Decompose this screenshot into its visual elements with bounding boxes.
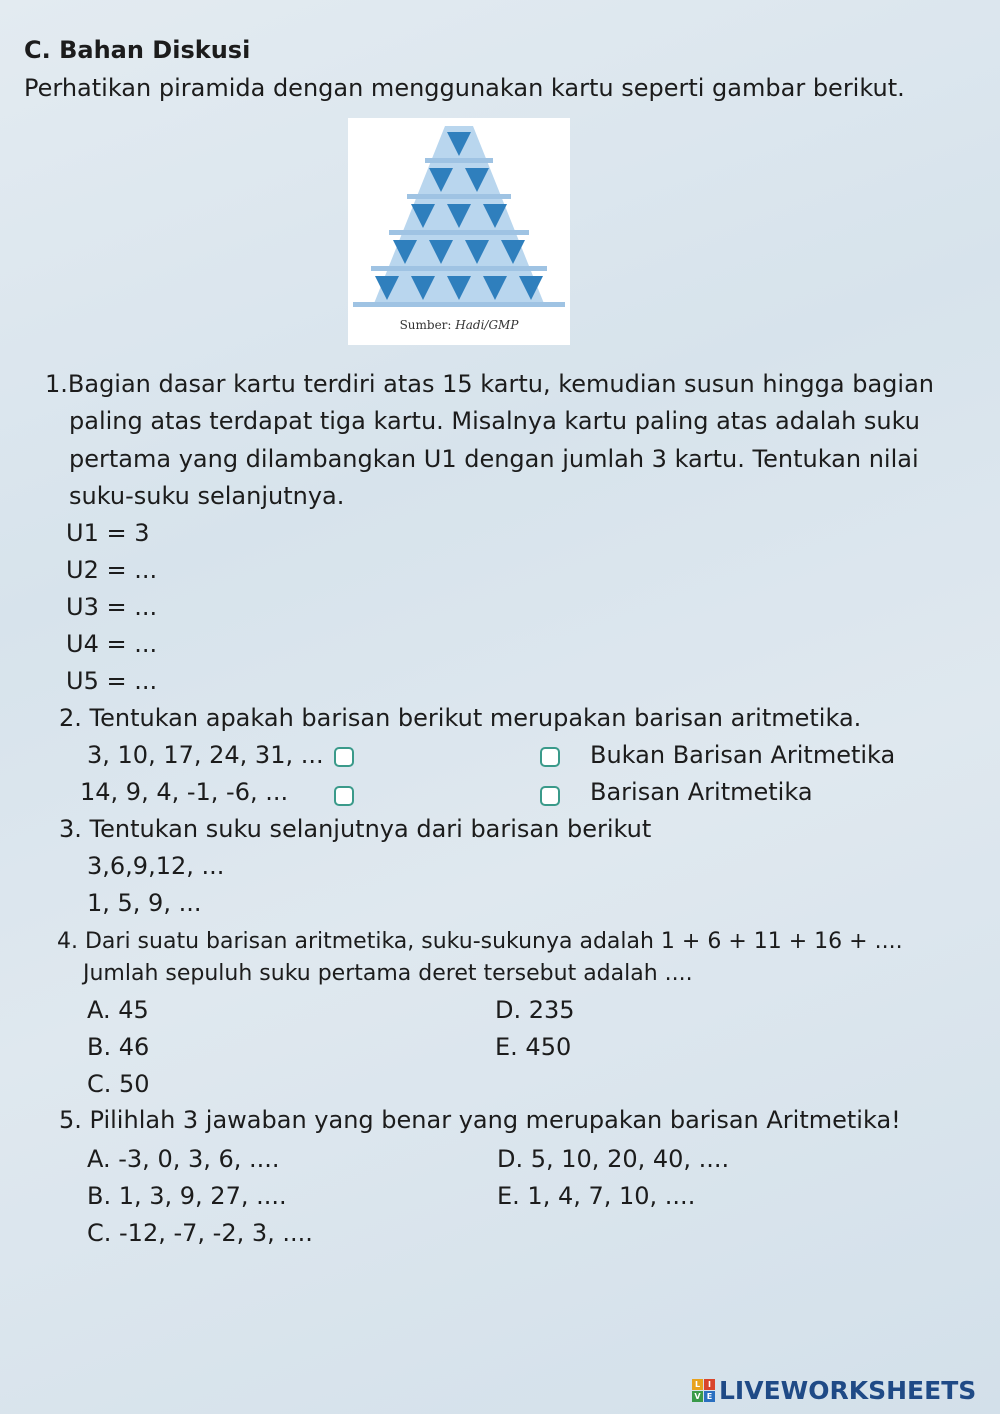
- q5-choice-e[interactable]: E. 1, 4, 7, 10, ....: [497, 1182, 696, 1210]
- q2-sequence-1-checkbox[interactable]: [334, 747, 354, 767]
- q1-line-1: 1.Bagian dasar kartu terdiri atas 15 kartu, kemudian susun hingga bagian: [45, 370, 934, 398]
- liveworksheets-logo: [692, 1376, 976, 1404]
- q4-choice-e[interactable]: E. 450: [495, 1033, 572, 1061]
- card-pyramid-icon: [348, 118, 570, 318]
- card-pyramid-figure: [348, 118, 570, 345]
- q2-option-1-checkbox[interactable]: [540, 747, 560, 767]
- caption-label: Sumber:: [399, 318, 452, 332]
- caption-source: Hadi/GMP: [455, 318, 519, 332]
- q2-option-2-label: Barisan Aritmetika: [590, 778, 813, 806]
- q2-sequence-1: 3, 10, 17, 24, 31, ...: [87, 741, 324, 769]
- q4-line-1: 4. Dari suatu barisan aritmetika, suku-sukunya adalah 1 + 6 + 11 + 16 + ....: [57, 929, 903, 954]
- q1-line-4: suku-suku selanjutnya.: [69, 482, 345, 510]
- intro-text: Perhatikan piramida dengan menggunakan kartu seperti gambar berikut.: [24, 74, 905, 102]
- q4-line-2: Jumlah sepuluh suku pertama deret tersebut adalah ....: [83, 961, 693, 986]
- logo-mark-icon: L I V E: [692, 1379, 715, 1402]
- term-u2[interactable]: U2 = ...: [66, 556, 158, 584]
- q5-choice-c[interactable]: C. -12, -7, -2, 3, ....: [87, 1219, 313, 1247]
- q2-option-1-label: Bukan Barisan Aritmetika: [590, 741, 896, 769]
- logo-text: LIVEWORKSHEETS: [719, 1375, 977, 1405]
- q2-question: 2. Tentukan apakah barisan berikut merupakan barisan aritmetika.: [59, 704, 862, 732]
- term-u1: U1 = 3: [66, 519, 150, 547]
- q2-sequence-2: 14, 9, 4, -1, -6, ...: [80, 778, 289, 806]
- q5-choice-b[interactable]: B. 1, 3, 9, 27, ....: [87, 1182, 287, 1210]
- q4-choice-b[interactable]: B. 46: [87, 1033, 150, 1061]
- term-u5[interactable]: U5 = ...: [66, 667, 158, 695]
- q1-line-3: pertama yang dilambangkan U1 dengan jumlah 3 kartu. Tentukan nilai: [69, 445, 919, 473]
- q5-question: 5. Pilihlah 3 jawaban yang benar yang merupakan barisan Aritmetika!: [59, 1106, 901, 1134]
- figure-caption: [348, 318, 570, 332]
- section-title: C. Bahan Diskusi: [24, 36, 251, 64]
- term-u3[interactable]: U3 = ...: [66, 593, 158, 621]
- q3-question: 3. Tentukan suku selanjutnya dari barisan berikut: [59, 815, 652, 843]
- q1-line-2: paling atas terdapat tiga kartu. Misalnya kartu paling atas adalah suku: [69, 407, 920, 435]
- term-u4[interactable]: U4 = ...: [66, 630, 158, 658]
- q2-sequence-2-checkbox[interactable]: [334, 786, 354, 806]
- q4-choice-d[interactable]: D. 235: [495, 996, 575, 1024]
- q4-choice-c[interactable]: C. 50: [87, 1070, 150, 1098]
- q2-option-2-checkbox[interactable]: [540, 786, 560, 806]
- q5-choice-d[interactable]: D. 5, 10, 20, 40, ....: [497, 1145, 730, 1173]
- q5-choice-a[interactable]: A. -3, 0, 3, 6, ....: [87, 1145, 280, 1173]
- q3-sequence-1[interactable]: 3,6,9,12, ...: [87, 852, 225, 880]
- q4-choice-a[interactable]: A. 45: [87, 996, 149, 1024]
- q3-sequence-2[interactable]: 1, 5, 9, ...: [87, 889, 202, 917]
